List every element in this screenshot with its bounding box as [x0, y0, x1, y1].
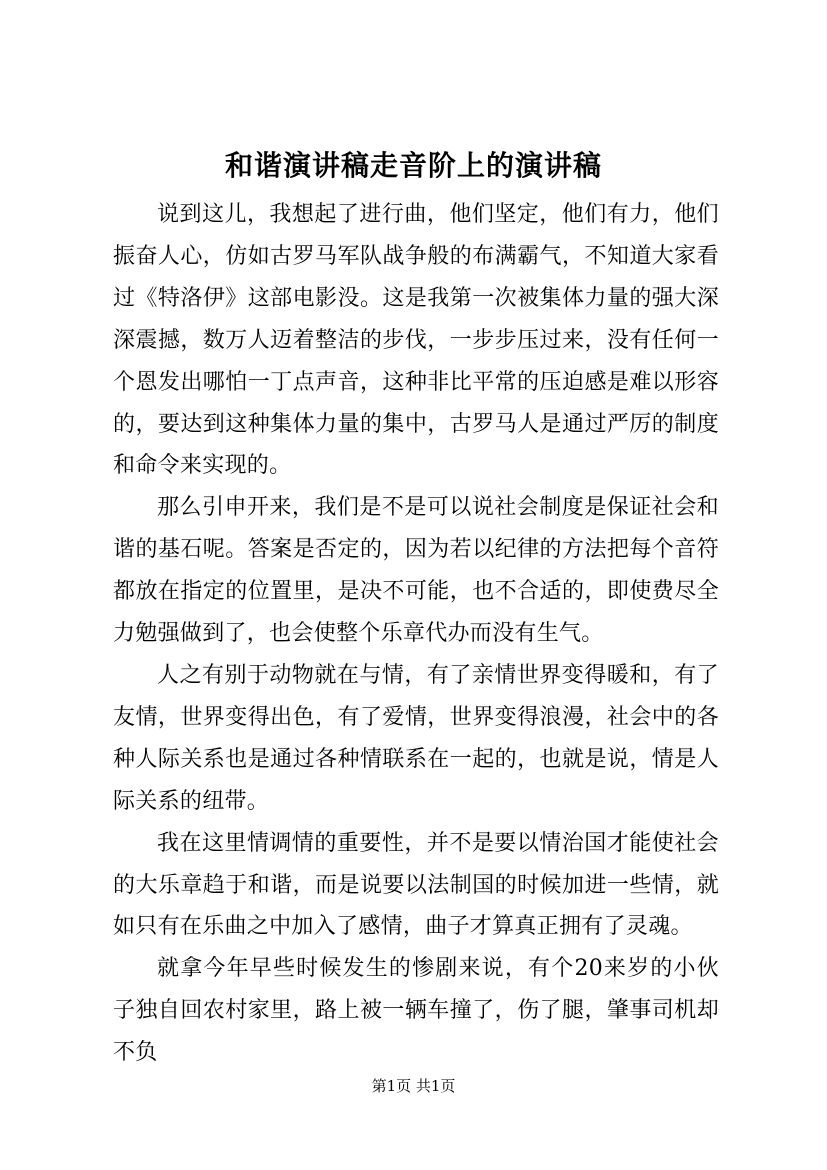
document-body: [113, 194, 719, 1074]
document-title: 和谐演讲稿走音阶上的演讲稿: [224, 149, 602, 182]
paragraph: 说到这儿，我想起了进行曲，他们坚定，他们有力，他们振奋人心，仿如古罗马军队战争般的布满霸气，不知道大家看过《特洛伊》这部电影没。这是我第一次被集体力量的强大深深震撼，数万人迈着整洁的步伐，一步步压过来，没有任何一个恩发出哪怕一丁点声音，这种非比平常的压迫感是难以形容的，要达到这种集体力量的集中，古罗马人是通过严厉的制度和命令来实现的。: [113, 202, 719, 479]
paragraph: 我在这里情调情的重要性，并不是要以情治国才能使社会的大乐章趋于和谐，而是说要以法制国的时候加进一些情，就如只有在乐曲之中加入了感情，曲子才算真正拥有了灵魂。: [113, 830, 719, 940]
paragraph: 就拿今年早些时候发生的惨剧来说，有个20来岁的小伙子独自回农村家里，路上被一辆车撞了，伤了腿，肇事司机却不负: [113, 956, 719, 1066]
page-footer: 第1页 共1页: [371, 1077, 456, 1095]
paragraph: 那么引申开来，我们是不是可以说社会制度是保证社会和谐的基石呢。答案是否定的，因为若以纪律的方法把每个音符都放在指定的位置里，是决不可能，也不合适的，即使费尽全力勉强做到了，也会使整个乐章代办而没有生气。: [113, 495, 719, 647]
paragraph: 人之有别于动物就在与情，有了亲情世界变得暖和，有了友情，世界变得出色，有了爱情，世界变得浪漫，社会中的各种人际关系也是通过各种情联系在一起的，也就是说，情是人际关系的纽带。: [113, 662, 719, 814]
